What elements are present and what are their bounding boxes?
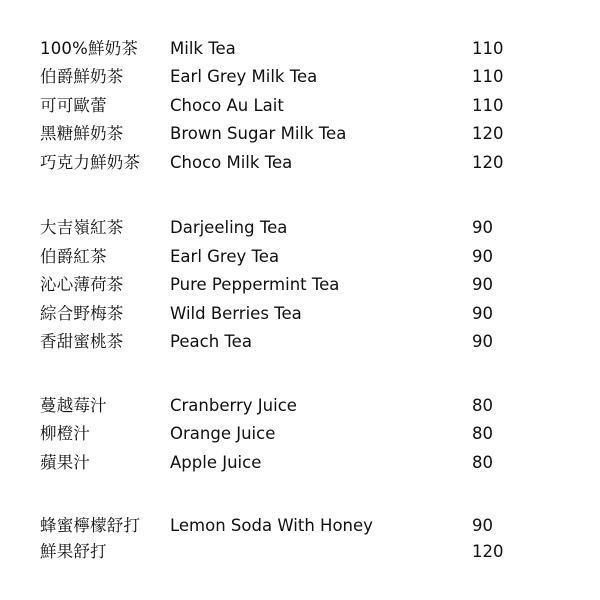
menu-item bbox=[0, 214, 600, 242]
item-name-en: Orange Juice bbox=[170, 424, 276, 443]
menu-item bbox=[0, 35, 600, 63]
item-price: 110 bbox=[472, 96, 504, 115]
menu-item bbox=[0, 538, 600, 566]
item-price: 90 bbox=[472, 218, 493, 237]
menu-item bbox=[0, 300, 600, 328]
item-name-zh: 柳橙汁 bbox=[40, 424, 91, 443]
item-price: 90 bbox=[472, 304, 493, 323]
item-name-zh: 伯爵鮮奶茶 bbox=[40, 67, 124, 86]
item-name-zh: 100%鮮奶茶 bbox=[40, 39, 139, 58]
item-price: 120 bbox=[472, 153, 504, 172]
item-price: 90 bbox=[472, 275, 493, 294]
item-name-zh: 大吉嶺紅茶 bbox=[40, 218, 124, 237]
item-name-zh: 鮮果舒打 bbox=[40, 542, 107, 561]
item-price: 90 bbox=[472, 332, 493, 351]
item-name-zh: 蔓越莓汁 bbox=[40, 396, 107, 415]
item-name-en: Brown Sugar Milk Tea bbox=[170, 124, 347, 143]
menu-item bbox=[0, 149, 600, 177]
item-name-en: Choco Milk Tea bbox=[170, 153, 293, 172]
item-price: 90 bbox=[472, 516, 493, 535]
item-name-en: Apple Juice bbox=[170, 453, 262, 472]
item-name-en: Earl Grey Milk Tea bbox=[170, 67, 318, 86]
menu-item bbox=[0, 92, 600, 120]
item-price: 110 bbox=[472, 67, 504, 86]
item-price: 80 bbox=[472, 396, 493, 415]
item-price: 110 bbox=[472, 39, 504, 58]
menu-item bbox=[0, 328, 600, 356]
item-name-zh: 蜂蜜檸檬舒打 bbox=[40, 516, 141, 535]
menu-item bbox=[0, 392, 600, 420]
menu-item bbox=[0, 243, 600, 271]
menu-item bbox=[0, 420, 600, 448]
item-name-en: Peach Tea bbox=[170, 332, 252, 351]
menu-item bbox=[0, 63, 600, 91]
item-name-en: Cranberry Juice bbox=[170, 396, 297, 415]
item-price: 80 bbox=[472, 424, 493, 443]
item-name-zh: 伯爵紅茶 bbox=[40, 247, 107, 266]
item-name-zh: 巧克力鮮奶茶 bbox=[40, 153, 141, 172]
item-name-zh: 香甜蜜桃茶 bbox=[40, 332, 124, 351]
item-name-zh: 沁心薄荷茶 bbox=[40, 275, 124, 294]
item-name-en: Wild Berries Tea bbox=[170, 304, 302, 323]
item-name-zh: 可可歐蕾 bbox=[40, 96, 107, 115]
item-price: 120 bbox=[472, 124, 504, 143]
item-price: 90 bbox=[472, 247, 493, 266]
item-price: 120 bbox=[472, 542, 504, 561]
item-name-en: Milk Tea bbox=[170, 39, 236, 58]
menu-item bbox=[0, 271, 600, 299]
menu-item bbox=[0, 449, 600, 477]
item-name-en: Darjeeling Tea bbox=[170, 218, 288, 237]
item-name-zh: 綜合野梅茶 bbox=[40, 304, 124, 323]
item-name-en: Earl Grey Tea bbox=[170, 247, 280, 266]
menu-item bbox=[0, 120, 600, 148]
item-name-en: Pure Peppermint Tea bbox=[170, 275, 340, 294]
item-name-en: Lemon Soda With Honey bbox=[170, 516, 373, 535]
item-price: 80 bbox=[472, 453, 493, 472]
item-name-zh: 蘋果汁 bbox=[40, 453, 91, 472]
item-name-en: Choco Au Lait bbox=[170, 96, 284, 115]
menu-item bbox=[0, 512, 600, 540]
item-name-zh: 黑糖鮮奶茶 bbox=[40, 124, 124, 143]
